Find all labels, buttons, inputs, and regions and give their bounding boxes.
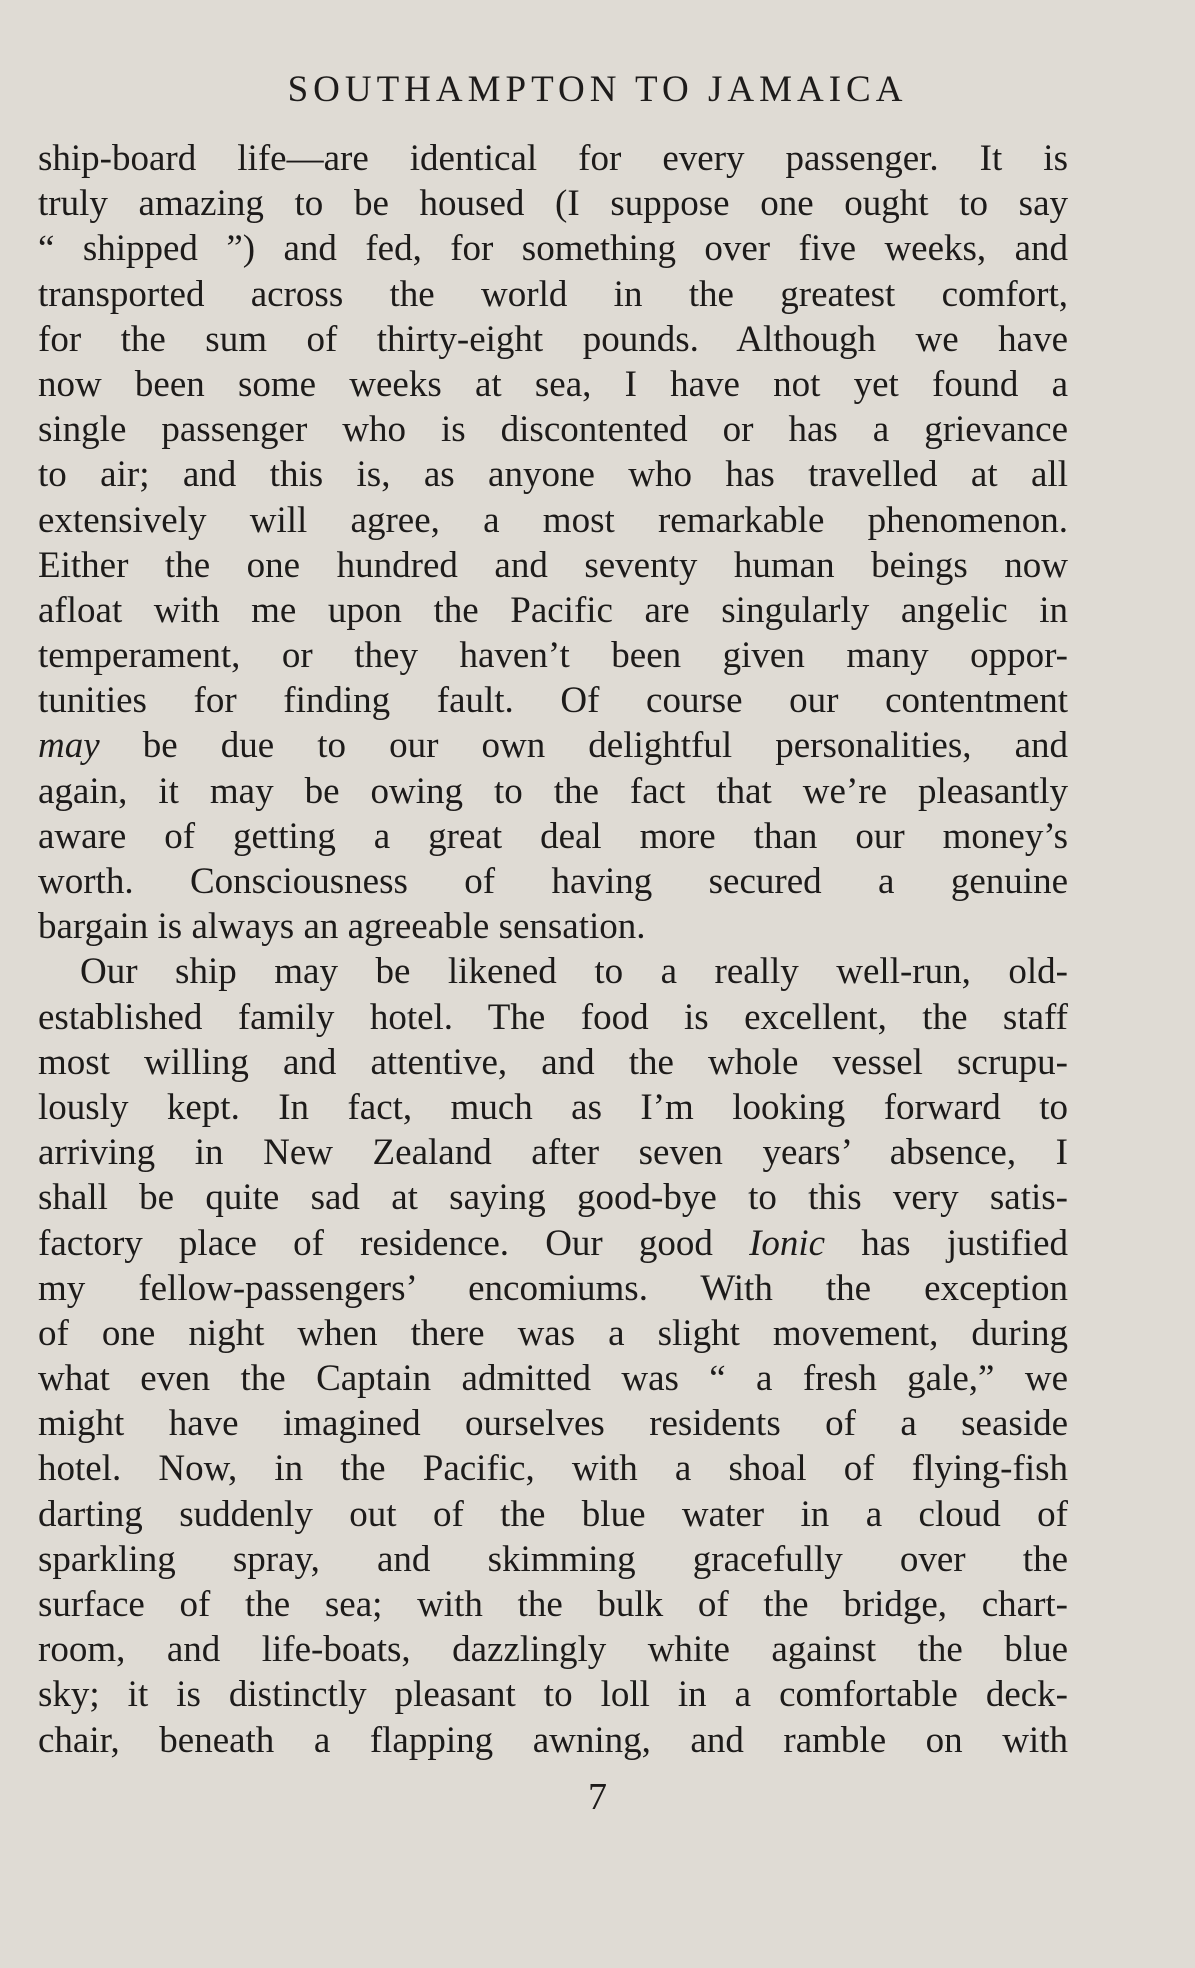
text-line: extensively will agree, a most remarkable phenomenon. (38, 499, 1068, 541)
text-line: again, it may be owing to the fact that we’re pleasantly (38, 770, 1068, 812)
text-line: hotel. Now, in the Pacific, with a shoal of flying-fish (38, 1448, 1068, 1490)
text-line: afloat with me upon the Pacific are singularly angelic in (38, 589, 1068, 631)
text-line: of one night when there was a slight movement, during (38, 1312, 1068, 1354)
text-line: worth. Consciousness of having secured a genuine (38, 861, 1068, 902)
text-line: established family hotel. The food is excellent, the staff (38, 996, 1068, 1038)
emphasis-text: Ionic (749, 1222, 826, 1264)
text-line: sky; it is distinctly pleasant to loll in a comfortable deck- (38, 1674, 1068, 1716)
text-line: might have imagined ourselves residents of a seaside (38, 1403, 1068, 1445)
text-line: chair, beneath a flapping awning, and ramble on with (38, 1719, 1068, 1761)
text-line: temperament, or they haven’t been given many oppor- (38, 635, 1068, 677)
emphasis-text: may (38, 725, 100, 767)
text-line: tunities for finding fault. Of course our contentment (38, 680, 1068, 722)
text-line: bargain is always an agreeable sensation. (38, 906, 646, 948)
text-line: to air; and this is, as anyone who has travelled at all (38, 454, 1068, 496)
text-line: factory place of residence. Our good Ionic has justified (38, 1222, 1068, 1264)
body-text (38, 136, 1068, 1763)
text-line: my fellow-passengers’ encomiums. With the exception (38, 1267, 1068, 1309)
text-line: transported across the world in the greatest comfort, (38, 273, 1068, 315)
text-line: most willing and attentive, and the whole vessel scrupu- (38, 1041, 1068, 1083)
text-line: arriving in New Zealand after seven years’ absence, I (38, 1132, 1068, 1174)
text-line: may be due to our own delightful personalities, and (38, 725, 1068, 767)
text-line: now been some weeks at sea, I have not yet found a (38, 363, 1068, 405)
text-line: what even the Captain admitted was “ a fresh gale,” we (38, 1358, 1068, 1400)
text-line: sparkling spray, and skimming gracefully over the (38, 1538, 1068, 1580)
text-line: ship-board life—are identical for every passenger. It is (38, 138, 1068, 179)
page-number: 7 (588, 1776, 607, 1818)
text-line: shall be quite sad at saying good-bye to this very satis- (38, 1177, 1068, 1219)
text-line: single passenger who is discontented or has a grievance (38, 409, 1068, 451)
text-line: lously kept. In fact, much as I’m looking forward to (38, 1086, 1068, 1128)
text-line: room, and life-boats, dazzlingly white against the blue (38, 1629, 1068, 1671)
text-line: surface of the sea; with the bulk of the bridge, chart- (38, 1584, 1068, 1625)
text-line: for the sum of thirty-eight pounds. Although we have (38, 318, 1068, 360)
text-line: darting suddenly out of the blue water in a cloud of (38, 1493, 1068, 1535)
text-line: aware of getting a great deal more than our money’s (38, 815, 1068, 857)
running-head: SOUTHAMPTON TO JAMAICA (287, 69, 908, 110)
text-line: truly amazing to be housed (I suppose one ought to say (38, 183, 1068, 225)
text-line: “ shipped ”) and fed, for something over five weeks, and (38, 228, 1068, 270)
text-line: Our ship may be likened to a really well-run, old- (80, 951, 1068, 993)
text-line: Either the one hundred and seventy human beings now (38, 544, 1068, 586)
